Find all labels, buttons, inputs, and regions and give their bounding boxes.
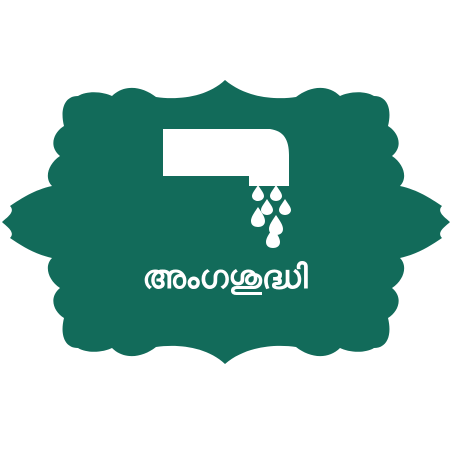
- frame-body: [2, 80, 450, 364]
- badge-title: അംഗശുദ്ധി: [142, 258, 308, 296]
